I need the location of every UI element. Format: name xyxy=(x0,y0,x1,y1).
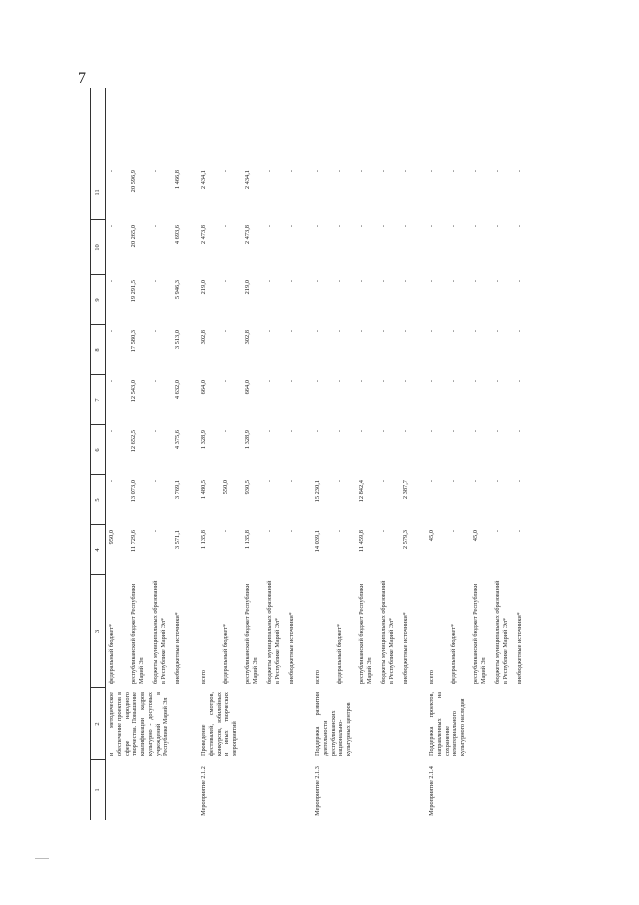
value-cell: - xyxy=(266,430,273,433)
value-cell: - xyxy=(336,280,343,283)
header-col-7: 7 xyxy=(94,398,101,402)
value-cell: - xyxy=(314,170,321,173)
value-cell: 1 135,8 xyxy=(200,530,207,550)
value-cell: - xyxy=(108,330,115,333)
value-cell: 2 387,7 xyxy=(402,480,409,500)
value-cell: - xyxy=(152,170,159,173)
value-cell: - xyxy=(152,330,159,333)
value-cell: 15 230,1 xyxy=(314,480,321,503)
value-cell: 1 480,5 xyxy=(200,480,207,500)
value-cell: - xyxy=(494,170,501,173)
header-divider xyxy=(91,219,105,220)
header-col-3: 3 xyxy=(94,629,101,634)
funding-source: внебюджетные источники* xyxy=(402,612,409,684)
value-cell: 950,0 xyxy=(108,530,115,545)
value-cell: - xyxy=(428,430,435,433)
value-cell: 1 328,9 xyxy=(200,430,207,450)
measure-description: и методическое обеспечение проектов в сфере народного творчества. Повышение квалификации кадров культурно - досуговых учреждений в Республике Марий Эл xyxy=(108,692,170,756)
funding-source: всего xyxy=(428,670,435,684)
value-cell: - xyxy=(472,330,479,333)
value-cell: - xyxy=(152,530,159,533)
funding-source: федеральный бюджет* xyxy=(450,623,457,684)
funding-source: республиканский бюджет Республики Марий Эл xyxy=(130,583,145,684)
value-cell: - xyxy=(472,170,479,173)
funding-source: бюджеты муниципальных образований в Республике Марий Эл* xyxy=(494,580,509,684)
header-divider xyxy=(91,274,105,275)
value-cell: 219,0 xyxy=(244,280,251,295)
value-cell: - xyxy=(152,225,159,228)
value-cell: - xyxy=(336,225,343,228)
value-cell: - xyxy=(450,170,457,173)
value-cell: - xyxy=(450,480,457,483)
value-cell: 3 513,0 xyxy=(174,330,181,350)
value-cell: 2 473,8 xyxy=(244,225,251,245)
header-col-4: 4 xyxy=(94,548,101,552)
value-cell: - xyxy=(314,330,321,333)
measure-description: Поддержка развития деятельности республиканских национально-культурных центров xyxy=(314,692,352,756)
value-cell: - xyxy=(152,430,159,433)
value-cell: - xyxy=(266,225,273,228)
header-divider xyxy=(91,574,105,575)
value-cell: - xyxy=(428,280,435,283)
value-cell: - xyxy=(516,170,523,173)
table-header-row xyxy=(90,88,106,820)
funding-source: федеральный бюджет* xyxy=(108,623,115,684)
value-cell: - xyxy=(450,530,457,533)
value-cell: - xyxy=(516,430,523,433)
value-cell: - xyxy=(494,430,501,433)
header-col-2: 2 xyxy=(94,722,101,726)
value-cell: - xyxy=(288,170,295,173)
value-cell: 12 842,4 xyxy=(358,480,365,503)
value-cell: - xyxy=(336,170,343,173)
funding-source: бюджеты муниципальных образований в Республике Марий Эл* xyxy=(380,580,395,684)
funding-source: республиканский бюджет Республики Марий Эл xyxy=(244,583,259,684)
value-cell: - xyxy=(494,530,501,533)
value-cell: - xyxy=(222,380,229,383)
funding-source: республиканский бюджет Республики Марий Эл xyxy=(472,583,487,684)
value-cell: - xyxy=(380,380,387,383)
value-cell: 3 571,1 xyxy=(174,530,181,550)
value-cell: - xyxy=(450,280,457,283)
value-cell: 45,0 xyxy=(428,530,435,542)
header-col-10: 10 xyxy=(94,244,101,251)
value-cell: - xyxy=(450,330,457,333)
value-cell: - xyxy=(428,480,435,483)
header-divider xyxy=(91,324,105,325)
value-cell: 20 265,0 xyxy=(130,225,137,248)
value-cell: - xyxy=(266,330,273,333)
value-cell: - xyxy=(222,330,229,333)
value-cell: - xyxy=(108,280,115,283)
value-cell: - xyxy=(336,330,343,333)
value-cell: 17 580,3 xyxy=(130,330,137,353)
value-cell: 664,0 xyxy=(244,380,251,395)
value-cell: - xyxy=(358,380,365,383)
value-cell: - xyxy=(288,280,295,283)
value-cell: 302,8 xyxy=(244,330,251,345)
value-cell: 1 135,8 xyxy=(244,530,251,550)
header-col-6: 6 xyxy=(94,448,101,452)
value-cell: - xyxy=(402,170,409,173)
value-cell: - xyxy=(380,430,387,433)
value-cell: 1 328,9 xyxy=(244,430,251,450)
header-divider xyxy=(91,374,105,375)
value-cell: 664,0 xyxy=(200,380,207,395)
value-cell: - xyxy=(472,430,479,433)
value-cell: 13 073,0 xyxy=(130,480,137,503)
value-cell: - xyxy=(494,330,501,333)
header-divider xyxy=(91,759,105,760)
header-col-1: 1 xyxy=(94,788,101,792)
value-cell: - xyxy=(288,430,295,433)
value-cell: - xyxy=(516,280,523,283)
funding-source: бюджеты муниципальных образований в Республике Марий Эл* xyxy=(152,580,167,684)
value-cell: - xyxy=(428,225,435,228)
value-cell: - xyxy=(494,225,501,228)
value-cell: - xyxy=(222,225,229,228)
value-cell: - xyxy=(314,280,321,283)
funding-source: внебюджетные источники* xyxy=(516,612,523,684)
value-cell: 302,8 xyxy=(200,330,207,345)
value-cell: - xyxy=(358,430,365,433)
value-cell: - xyxy=(472,280,479,283)
header-col-11: 11 xyxy=(94,189,101,196)
value-cell: - xyxy=(402,225,409,228)
value-cell: - xyxy=(336,430,343,433)
page-number: 7 xyxy=(78,70,86,87)
value-cell: - xyxy=(222,170,229,173)
measure-description: Поддержка проектов, направленных на сохранение нематериального культурного наследия xyxy=(428,692,466,756)
value-cell: - xyxy=(108,380,115,383)
value-cell: - xyxy=(152,380,159,383)
value-cell: - xyxy=(428,170,435,173)
value-cell: 45,0 xyxy=(472,530,479,542)
value-cell: - xyxy=(450,380,457,383)
value-cell: - xyxy=(516,225,523,228)
funding-source: бюджеты муниципальных образований в Республике Марий Эл* xyxy=(266,580,281,684)
header-divider xyxy=(91,474,105,475)
value-cell: - xyxy=(402,330,409,333)
value-cell: 3 769,1 xyxy=(174,480,181,500)
value-cell: - xyxy=(516,380,523,383)
value-cell: - xyxy=(336,380,343,383)
funding-source: республиканский бюджет Республики Марий Эл xyxy=(358,583,373,684)
value-cell: - xyxy=(108,170,115,173)
funding-source: внебюджетные источники* xyxy=(174,612,181,684)
value-cell: - xyxy=(494,380,501,383)
header-divider xyxy=(91,524,105,525)
value-cell: - xyxy=(288,225,295,228)
value-cell: - xyxy=(314,225,321,228)
value-cell: - xyxy=(266,170,273,173)
value-cell: - xyxy=(288,530,295,533)
value-cell: 4 632,0 xyxy=(174,380,181,400)
value-cell: - xyxy=(402,430,409,433)
value-cell: - xyxy=(266,480,273,483)
value-cell: - xyxy=(516,480,523,483)
value-cell: - xyxy=(380,530,387,533)
scan-mark xyxy=(35,858,49,859)
value-cell: 12 543,0 xyxy=(130,380,137,403)
value-cell: 14 039,1 xyxy=(314,530,321,553)
value-cell: - xyxy=(358,225,365,228)
value-cell: - xyxy=(402,380,409,383)
value-cell: - xyxy=(152,280,159,283)
value-cell: - xyxy=(288,480,295,483)
value-cell: 4 375,6 xyxy=(174,430,181,450)
value-cell: - xyxy=(288,330,295,333)
header-col-5: 5 xyxy=(94,498,101,502)
value-cell: - xyxy=(336,480,343,483)
value-cell: 219,0 xyxy=(200,280,207,295)
value-cell: - xyxy=(380,225,387,228)
value-cell: 2 434,1 xyxy=(244,170,251,190)
value-cell: 11 729,6 xyxy=(130,530,137,553)
value-cell: 2 434,1 xyxy=(200,170,207,190)
value-cell: - xyxy=(358,170,365,173)
value-cell: 12 652,5 xyxy=(130,430,137,453)
header-divider xyxy=(91,424,105,425)
value-cell: - xyxy=(266,530,273,533)
value-cell: 4 693,6 xyxy=(174,225,181,245)
header-col-9: 9 xyxy=(94,298,101,302)
value-cell: - xyxy=(314,380,321,383)
value-cell: - xyxy=(266,380,273,383)
value-cell: 2 473,8 xyxy=(200,225,207,245)
measure-name: Мероприятие 2.1.2 xyxy=(200,766,207,816)
value-cell: - xyxy=(336,530,343,533)
value-cell: - xyxy=(314,430,321,433)
funding-source: внебюджетные источники* xyxy=(288,612,295,684)
funding-source: всего xyxy=(200,670,207,684)
value-cell: - xyxy=(428,330,435,333)
value-cell: - xyxy=(108,480,115,483)
value-cell: - xyxy=(428,380,435,383)
measure-name: Мероприятие 2.1.4 xyxy=(428,766,435,816)
value-cell: - xyxy=(358,330,365,333)
funding-source: федеральный бюджет* xyxy=(336,623,343,684)
funding-source: федеральный бюджет* xyxy=(222,623,229,684)
value-cell: - xyxy=(266,280,273,283)
value-cell: 930,5 xyxy=(244,480,251,495)
value-cell: - xyxy=(288,380,295,383)
value-cell: - xyxy=(472,480,479,483)
value-cell: 19 291,5 xyxy=(130,280,137,303)
value-cell: 2 579,3 xyxy=(402,530,409,550)
value-cell: - xyxy=(516,330,523,333)
value-cell: - xyxy=(472,225,479,228)
value-cell: - xyxy=(380,480,387,483)
value-cell: 550,0 xyxy=(222,480,229,495)
value-cell: 11 459,8 xyxy=(358,530,365,553)
budget-table xyxy=(90,88,545,820)
value-cell: - xyxy=(380,170,387,173)
measure-description: Проведение фестивалей, смотров, конкурсов, юбилейных и иных творческих мероприятий xyxy=(200,692,238,756)
value-cell: - xyxy=(152,480,159,483)
header-divider xyxy=(91,687,105,688)
value-cell: - xyxy=(402,280,409,283)
value-cell: - xyxy=(108,430,115,433)
header-col-8: 8 xyxy=(94,348,101,352)
value-cell: - xyxy=(358,280,365,283)
value-cell: - xyxy=(494,280,501,283)
value-cell: - xyxy=(222,530,229,533)
value-cell: 20 596,9 xyxy=(130,170,137,193)
value-cell: 1 466,8 xyxy=(174,170,181,190)
value-cell: - xyxy=(450,430,457,433)
value-cell: - xyxy=(450,225,457,228)
funding-source: всего xyxy=(314,670,321,684)
value-cell: - xyxy=(516,530,523,533)
measure-name: Мероприятие 2.1.3 xyxy=(314,766,321,816)
value-cell: - xyxy=(472,380,479,383)
value-cell: - xyxy=(222,280,229,283)
value-cell: - xyxy=(108,225,115,228)
value-cell: - xyxy=(222,430,229,433)
value-cell: - xyxy=(380,280,387,283)
value-cell: - xyxy=(494,480,501,483)
value-cell: 5 946,3 xyxy=(174,280,181,300)
value-cell: - xyxy=(380,330,387,333)
